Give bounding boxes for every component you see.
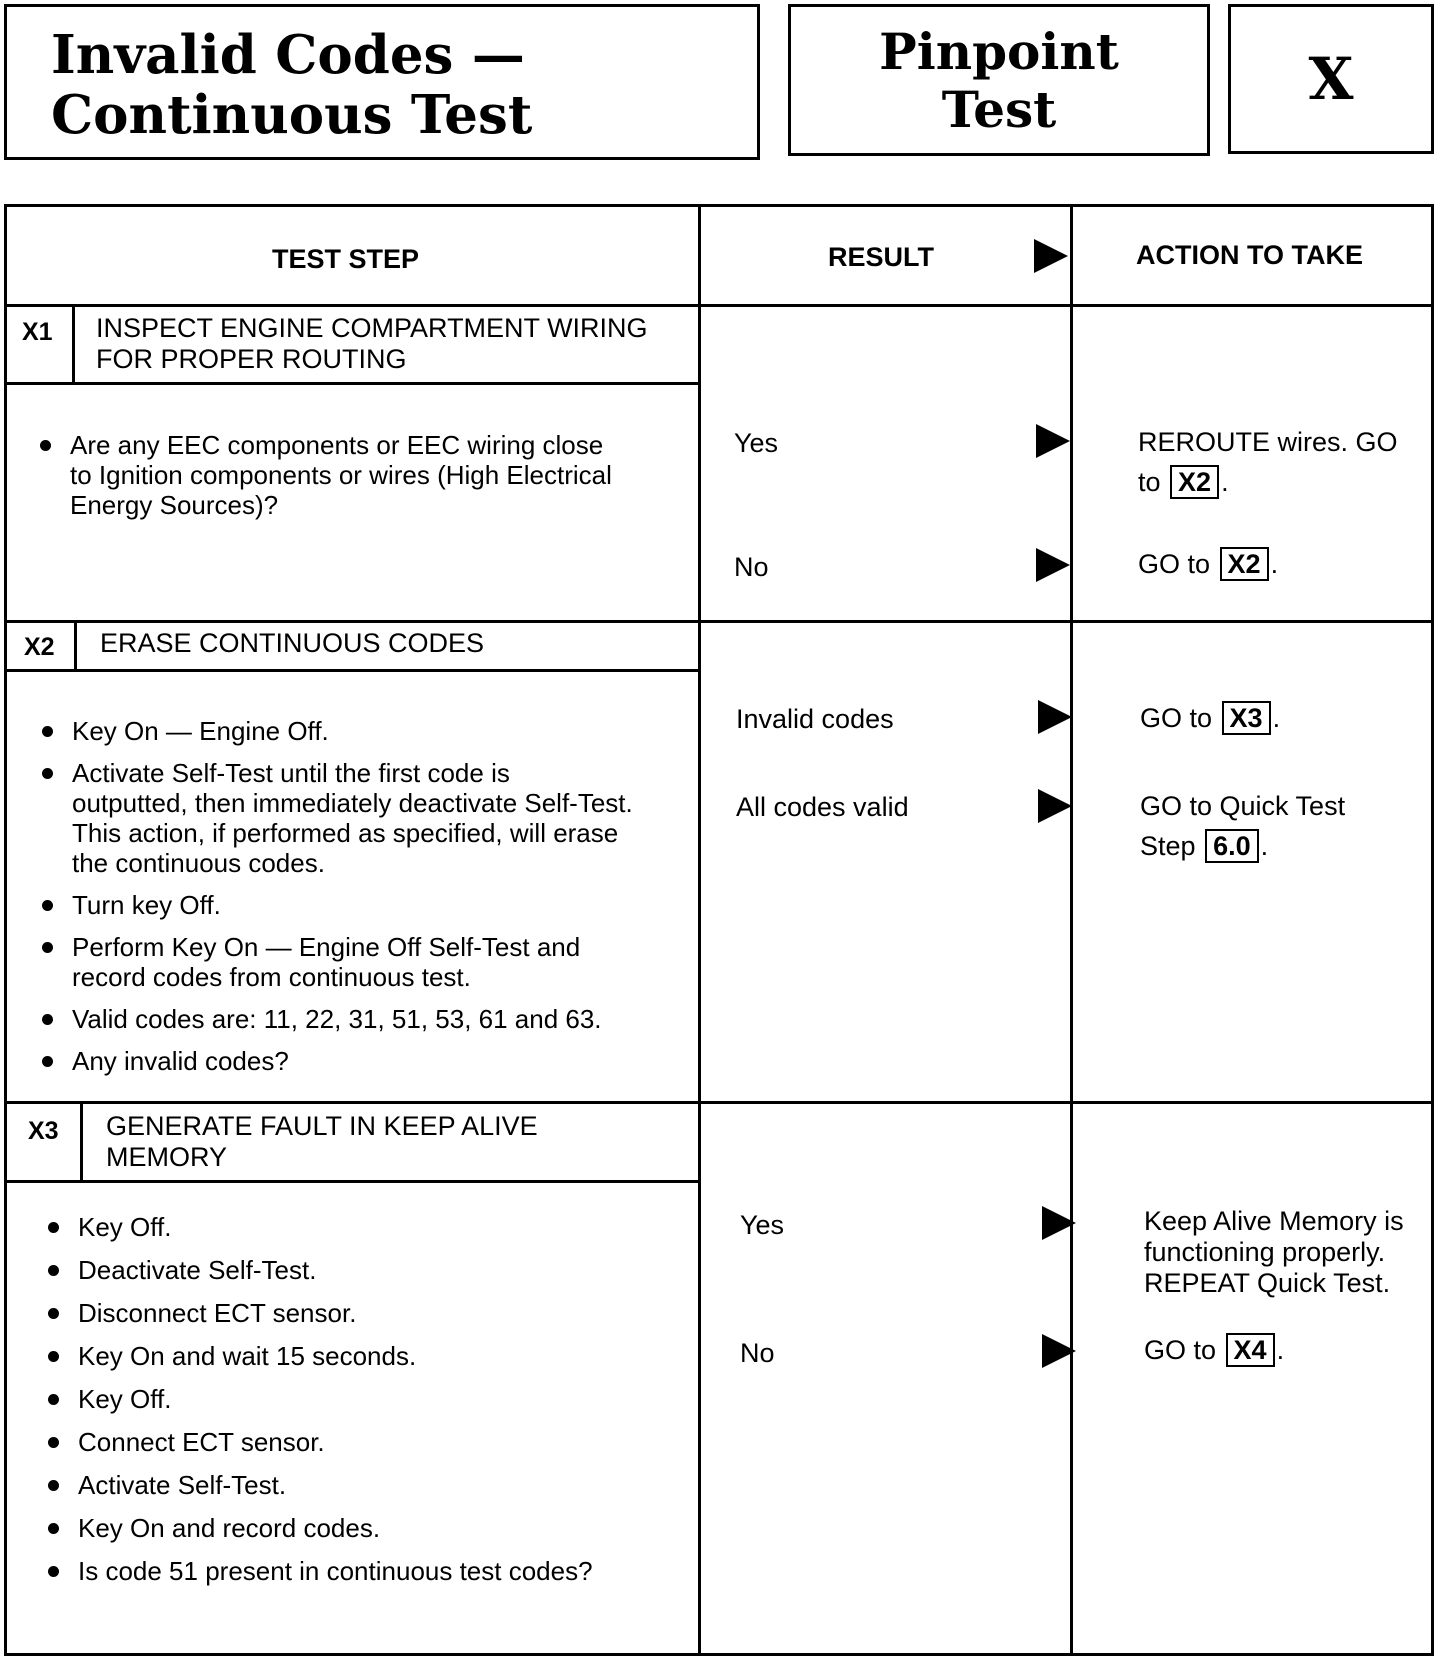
action-line: GO to Quick Test xyxy=(1140,791,1346,821)
instruction-item xyxy=(38,1004,633,1034)
instruction-line: record codes from continuous test. xyxy=(72,962,471,992)
step-title-line: FOR PROPER ROUTING xyxy=(96,344,407,374)
result-arrow-icon xyxy=(1036,548,1070,582)
instruction-line: Connect ECT sensor. xyxy=(78,1427,325,1457)
action-text xyxy=(1144,1330,1284,1370)
instruction-line: Turn key Off. xyxy=(72,890,221,920)
result-arrow-icon xyxy=(1042,1206,1076,1240)
instruction-line: Are any EEC components or EEC wiring close xyxy=(70,430,604,460)
test-letter: X xyxy=(1308,45,1354,113)
step-title-line: GENERATE FAULT IN KEEP ALIVE xyxy=(106,1111,538,1141)
instruction-line: Key On and record codes. xyxy=(78,1513,381,1543)
instruction-item xyxy=(44,1384,593,1414)
column-divider-action xyxy=(1070,204,1073,1656)
instruction-item xyxy=(44,1298,593,1328)
punctuation: . xyxy=(1260,831,1269,861)
x2-title-underline xyxy=(4,669,700,672)
action-line: GO to xyxy=(1144,1335,1217,1365)
x3-title-underline xyxy=(4,1180,700,1183)
x3-instructions xyxy=(44,1212,593,1586)
instruction-item xyxy=(44,1427,593,1457)
step-title-line: INSPECT ENGINE COMPARTMENT WIRING xyxy=(96,313,648,343)
step-id: X1 xyxy=(22,318,53,346)
result-arrow-icon xyxy=(1036,424,1070,458)
x3-id-separator xyxy=(80,1103,83,1182)
pinpoint-label-line1: Pinpoint xyxy=(879,22,1119,81)
action-line: REPEAT Quick Test. xyxy=(1144,1268,1391,1298)
x1-title-underline xyxy=(4,382,700,385)
pinpoint-label-line2: Test xyxy=(941,80,1057,139)
result-label: Invalid codes xyxy=(736,704,894,734)
instruction-line: Key On and wait 15 seconds. xyxy=(78,1341,417,1371)
instruction-line: Key Off. xyxy=(78,1212,172,1242)
action-line: to xyxy=(1138,467,1161,497)
step-id: X2 xyxy=(24,633,55,661)
result-arrow-icon xyxy=(1038,700,1072,734)
instruction-line: Key Off. xyxy=(78,1384,172,1414)
step-ref-box[interactable]: X2 xyxy=(1220,547,1269,581)
column-divider-result xyxy=(698,204,701,1656)
action-line: GO to xyxy=(1138,549,1211,579)
action-line: Step xyxy=(1140,831,1196,861)
action-text xyxy=(1140,698,1280,738)
instruction-line: outputted, then immediately deactivate Self-Test. xyxy=(72,788,633,818)
result-arrow-icon xyxy=(1034,239,1068,273)
instruction-item xyxy=(44,1255,593,1285)
instruction-item xyxy=(44,1470,593,1500)
procedure-title-line1: Invalid Codes — xyxy=(51,24,525,86)
result-label: No xyxy=(740,1338,775,1368)
instruction-item xyxy=(44,1341,593,1371)
step-ref-box[interactable]: X3 xyxy=(1222,701,1271,735)
step-divider-x2 xyxy=(4,620,1434,623)
instruction-item xyxy=(44,1556,593,1586)
instruction-line: Disconnect ECT sensor. xyxy=(78,1298,357,1328)
step-ref-box[interactable]: X2 xyxy=(1170,465,1219,499)
instruction-line: Perform Key On — Engine Off Self-Test and xyxy=(72,932,581,962)
column-header-test-step: TEST STEP xyxy=(272,244,420,274)
x1-id-separator xyxy=(72,306,75,384)
instruction-item xyxy=(38,1046,633,1076)
instruction-item xyxy=(44,1513,593,1543)
pinpoint-test-box xyxy=(788,4,1210,156)
column-header-action: ACTION TO TAKE xyxy=(1136,240,1363,270)
action-line: Keep Alive Memory is xyxy=(1144,1206,1404,1236)
result-arrow-icon xyxy=(1038,789,1072,823)
punctuation: . xyxy=(1270,549,1279,579)
result-label: All codes valid xyxy=(736,792,909,822)
punctuation: . xyxy=(1276,1335,1285,1365)
procedure-title-line2: Continuous Test xyxy=(51,84,533,146)
instruction-item xyxy=(44,1212,593,1242)
test-letter-box xyxy=(1228,4,1434,154)
step-divider-x3 xyxy=(4,1101,1434,1104)
instruction-line: Deactivate Self-Test. xyxy=(78,1255,317,1285)
instruction-line: Key On — Engine Off. xyxy=(72,716,329,746)
punctuation: . xyxy=(1221,467,1229,497)
action-line: functioning properly. xyxy=(1144,1237,1386,1267)
instruction-line: Valid codes are: 11, 22, 31, 51, 53, 61 and 63. xyxy=(72,1004,602,1034)
action-text xyxy=(1138,544,1278,584)
instruction-line: Any invalid codes? xyxy=(72,1046,289,1076)
header-row-divider xyxy=(4,304,1434,307)
instruction-item xyxy=(38,890,633,920)
result-label: Yes xyxy=(740,1210,785,1240)
action-text xyxy=(1140,786,1345,866)
column-header-result: RESULT xyxy=(828,242,934,272)
instruction-line: Activate Self-Test until the first code is xyxy=(72,758,510,788)
action-text xyxy=(1144,1206,1404,1299)
instruction-item xyxy=(38,932,633,992)
x2-instructions xyxy=(38,716,633,1076)
action-line: GO to xyxy=(1140,703,1213,733)
step-title-line: ERASE CONTINUOUS CODES xyxy=(100,628,485,658)
instruction-line: the continuous codes. xyxy=(72,848,325,878)
punctuation: . xyxy=(1272,703,1281,733)
step-id: X3 xyxy=(28,1117,59,1145)
step-title-line: MEMORY xyxy=(106,1142,228,1172)
instruction-line: This action, if performed as specified, will erase xyxy=(72,818,619,848)
step-ref-box[interactable]: 6.0 xyxy=(1205,829,1259,863)
procedure-title-box xyxy=(4,4,760,160)
result-arrow-icon xyxy=(1042,1334,1076,1368)
instruction-line: Is code 51 present in continuous test codes? xyxy=(78,1556,593,1586)
instruction-item xyxy=(38,758,633,878)
result-label: No xyxy=(734,552,769,582)
step-ref-box[interactable]: X4 xyxy=(1226,1333,1275,1367)
instruction-item xyxy=(36,430,612,520)
x1-instructions xyxy=(36,430,612,520)
x2-id-separator xyxy=(74,622,77,671)
instruction-line: to Ignition components or wires (High Electrical xyxy=(70,460,612,490)
action-text xyxy=(1138,422,1398,502)
instruction-line: Energy Sources)? xyxy=(70,490,279,520)
instruction-item xyxy=(38,716,633,746)
instruction-line: Activate Self-Test. xyxy=(78,1470,287,1500)
action-line: REROUTE wires. GO xyxy=(1138,427,1398,457)
result-label: Yes xyxy=(734,428,779,458)
